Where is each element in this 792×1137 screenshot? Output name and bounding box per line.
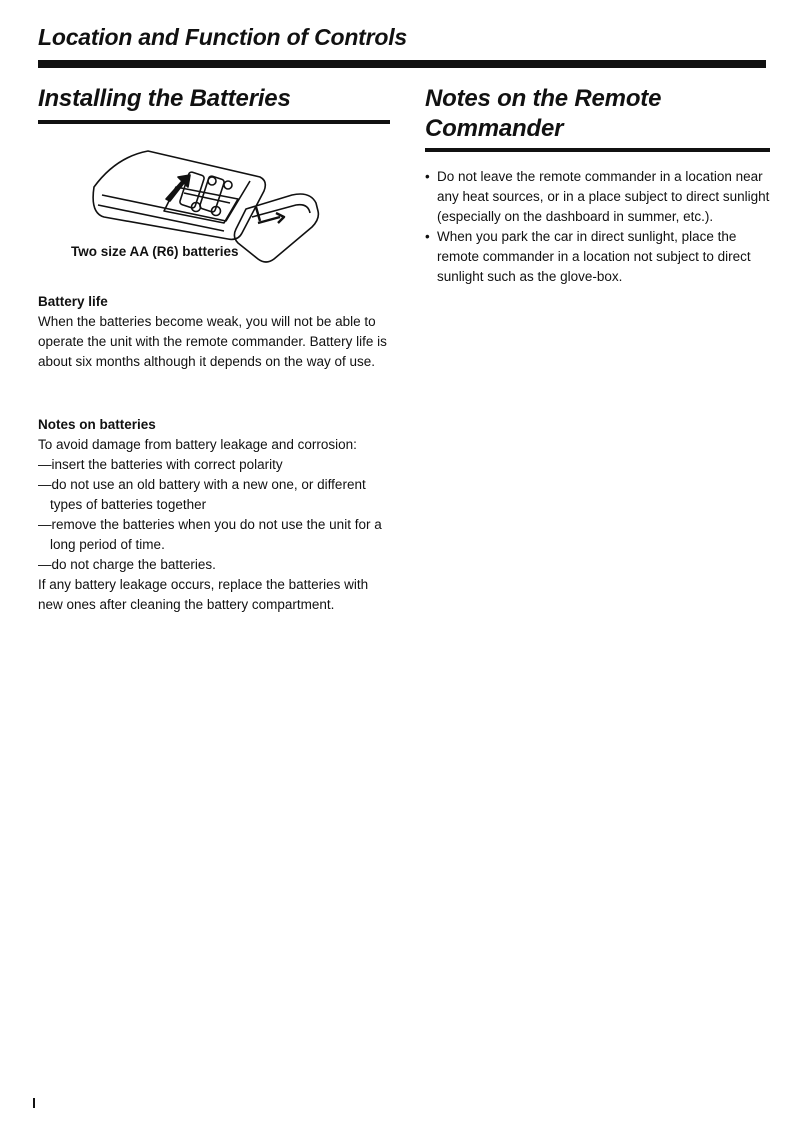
bullet-icon: • — [425, 169, 430, 184]
list-item: —do not use an old battery with a new one, or different types of batteries together — [38, 477, 366, 512]
list-item: —do not charge the batteries. — [38, 557, 216, 572]
section-rule — [38, 120, 390, 124]
list-item: —remove the batteries when you do not use the unit for a long period of time. — [38, 517, 382, 552]
remote-commander-heading: Notes on the Remote Commander — [425, 85, 662, 142]
page-mark — [33, 1098, 35, 1108]
remote-notes-list — [425, 167, 770, 287]
notes-on-batteries-section — [38, 415, 390, 615]
section-rule — [425, 148, 770, 152]
page-title: Location and Function of Controls — [38, 24, 408, 50]
illustration-caption: Two size AA (R6) batteries — [71, 244, 239, 259]
left-column — [38, 84, 390, 615]
bullet-icon: • — [425, 229, 430, 244]
list-item: —insert the batteries with correct polarity — [38, 457, 283, 472]
battery-illustration — [38, 147, 390, 292]
notes-intro: To avoid damage from battery leakage and corrosion: — [38, 437, 357, 452]
bullet-text: When you park the car in direct sunlight, place the remote commander in a location not subject to direct sunlight such as the glove-box. — [437, 229, 751, 284]
bullet-text: Do not leave the remote commander in a location near any heat sources, or in a place subject to direct sunlight (especially on the dashboard in summer, etc.). — [437, 169, 770, 224]
battery-life-text: When the batteries become weak, you will not be able to operate the unit with the remote commander. Battery life is about six months although it depends on the way of use. — [38, 314, 387, 369]
battery-life-section — [38, 292, 390, 372]
right-column — [425, 84, 770, 287]
list-item — [425, 167, 770, 227]
notes-on-batteries-heading: Notes on batteries — [38, 417, 156, 432]
title-rule — [38, 60, 766, 68]
installing-batteries-heading: Installing the Batteries — [38, 85, 291, 112]
notes-outro: If any battery leakage occurs, replace the batteries with new ones after cleaning the battery compartment. — [38, 577, 369, 612]
list-item — [425, 227, 770, 287]
battery-life-heading: Battery life — [38, 294, 108, 309]
